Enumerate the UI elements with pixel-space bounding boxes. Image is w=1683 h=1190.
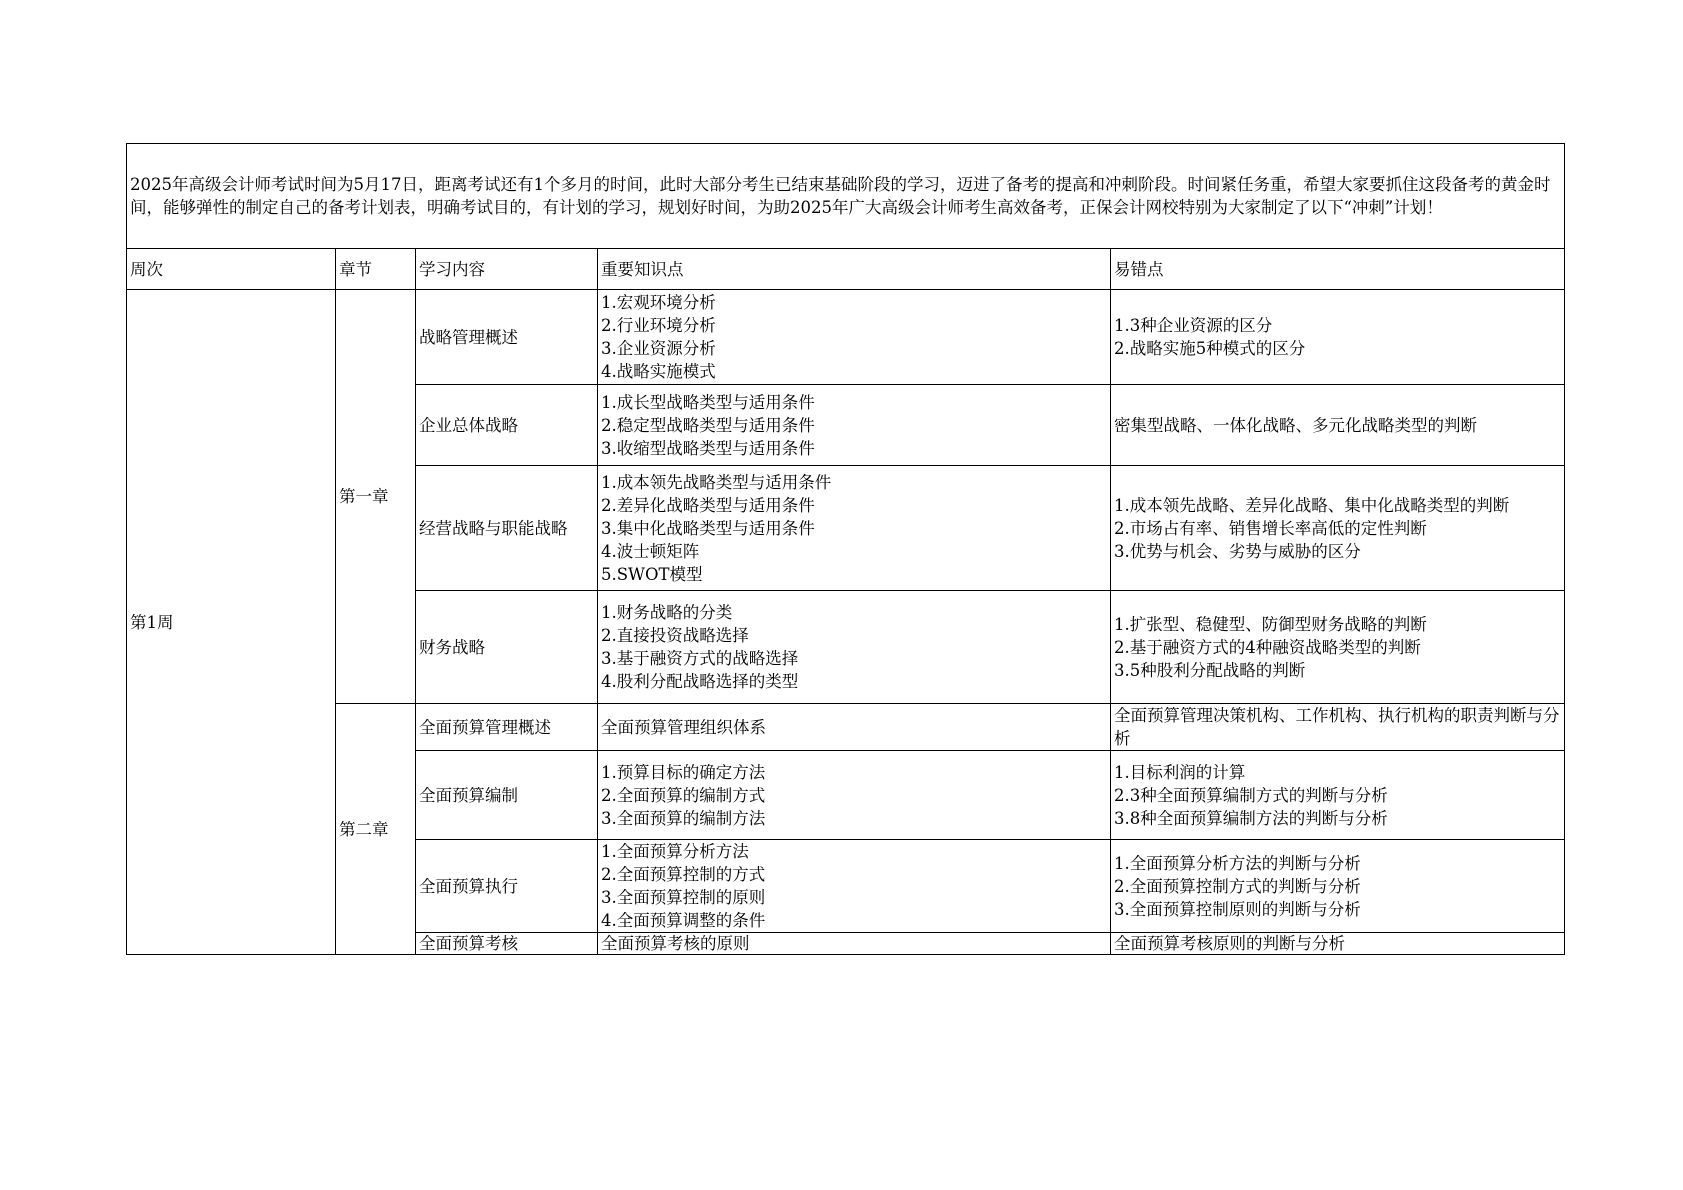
mistakes-cell — [1111, 591, 1565, 704]
key-point: 2.差异化战略类型与适用条件 — [601, 495, 815, 515]
key-point: 1.成长型战略类型与适用条件 — [601, 392, 815, 412]
key-points-cell — [598, 290, 1111, 385]
mistakes-cell — [1111, 840, 1565, 933]
mistake-point: 1.目标利润的计算 — [1114, 762, 1246, 782]
key-point: 1.宏观环境分析 — [601, 293, 716, 312]
chapter-cell-2: 第二章 — [336, 704, 416, 955]
key-point: 全面预算考核的原则 — [601, 934, 750, 953]
key-point: 1.全面预算分析方法 — [601, 842, 749, 861]
key-point: 3.企业资源分析 — [601, 339, 716, 358]
key-point: 4.股利分配战略选择的类型 — [601, 672, 799, 691]
key-points-cell — [598, 385, 1111, 466]
key-point: 1.成本领先战略类型与适用条件 — [601, 472, 832, 492]
key-points-cell — [598, 591, 1111, 704]
key-point: 4.战略实施模式 — [601, 362, 716, 381]
content-cell: 战略管理概述 — [416, 290, 598, 385]
content-cell: 财务战略 — [416, 591, 598, 704]
key-points-cell — [598, 704, 1111, 751]
mistake-point: 2.战略实施5种模式的区分 — [1114, 339, 1306, 358]
key-point: 2.全面预算控制的方式 — [601, 865, 766, 884]
content-cell: 全面预算执行 — [416, 840, 598, 933]
key-points-cell — [598, 933, 1111, 955]
key-point: 4.波士顿矩阵 — [601, 541, 700, 561]
intro-paragraph: 2025年高级会计师考试时间为5月17日，距离考试还有1个多月的时间，此时大部分考生已结束基础阶段的学习，迈进了备考的提高和冲刺阶段。时间紧任务重，希望大家要抓住这段备考的黄金时间，能够弹性的制定自己的备考计划表，明确考试目的，有计划的学习，规划好时间，为助2025年广大高级会计师考生高效备考，正保会计网校特别为大家制定了以下“冲刺”计划！ — [127, 144, 1565, 249]
mistake-point: 2.3种全面预算编制方式的判断与分析 — [1114, 785, 1388, 805]
mistakes-cell — [1111, 933, 1565, 955]
header-chapter: 章节 — [336, 249, 416, 290]
key-points-cell — [598, 466, 1111, 591]
key-points-cell — [598, 840, 1111, 933]
key-point: 3.集中化战略类型与适用条件 — [601, 518, 815, 538]
mistake-point: 全面预算管理决策机构、工作机构、执行机构的职责判断与分析 — [1114, 706, 1560, 748]
header-key-points: 重要知识点 — [598, 249, 1111, 290]
header-content: 学习内容 — [416, 249, 598, 290]
key-point: 2.直接投资战略选择 — [601, 626, 749, 645]
key-point: 5.SWOT模型 — [601, 564, 703, 584]
mistakes-cell — [1111, 466, 1565, 591]
key-point: 3.全面预算的编制方法 — [601, 808, 766, 828]
key-point: 2.行业环境分析 — [601, 316, 716, 335]
key-point: 1.财务战略的分类 — [601, 603, 733, 622]
content-cell: 全面预算管理概述 — [416, 704, 598, 751]
mistake-point: 2.全面预算控制方式的判断与分析 — [1114, 876, 1361, 896]
mistakes-cell — [1111, 290, 1565, 385]
key-point: 3.基于融资方式的战略选择 — [601, 649, 799, 668]
mistake-point: 3.5种股利分配战略的判断 — [1114, 660, 1306, 680]
week-cell: 第1周 — [127, 290, 336, 955]
key-point: 全面预算管理组织体系 — [601, 717, 766, 737]
mistake-point: 密集型战略、一体化战略、多元化战略类型的判断 — [1114, 415, 1477, 435]
key-point: 3.全面预算控制的原则 — [601, 888, 766, 907]
mistake-point: 1.3种企业资源的区分 — [1114, 316, 1273, 335]
mistake-point: 3.全面预算控制原则的判断与分析 — [1114, 899, 1361, 919]
key-points-cell — [598, 751, 1111, 840]
mistake-point: 1.扩张型、稳健型、防御型财务战略的判断 — [1114, 614, 1427, 634]
mistakes-cell — [1111, 751, 1565, 840]
content-cell: 经营战略与职能战略 — [416, 466, 598, 591]
mistake-point: 2.市场占有率、销售增长率高低的定性判断 — [1114, 518, 1427, 538]
mistakes-cell — [1111, 704, 1565, 751]
key-point: 3.收缩型战略类型与适用条件 — [601, 438, 815, 458]
mistake-point: 3.8种全面预算编制方法的判断与分析 — [1114, 808, 1388, 828]
study-plan-table — [126, 143, 1565, 955]
mistake-point: 1.成本领先战略、差异化战略、集中化战略类型的判断 — [1114, 495, 1510, 515]
content-cell: 全面预算编制 — [416, 751, 598, 840]
table-row — [127, 704, 1565, 751]
content-cell: 企业总体战略 — [416, 385, 598, 466]
content-cell: 全面预算考核 — [416, 933, 598, 955]
key-point: 2.稳定型战略类型与适用条件 — [601, 415, 815, 435]
study-plan-document — [126, 143, 1564, 955]
header-mistakes: 易错点 — [1111, 249, 1565, 290]
table-header-row — [127, 249, 1565, 290]
header-week: 周次 — [127, 249, 336, 290]
table-row — [127, 290, 1565, 385]
chapter-cell-1: 第一章 — [336, 290, 416, 704]
key-point: 4.全面预算调整的条件 — [601, 911, 766, 930]
key-point: 2.全面预算的编制方式 — [601, 785, 766, 805]
key-point: 1.预算目标的确定方法 — [601, 762, 766, 782]
mistake-point: 2.基于融资方式的4种融资战略类型的判断 — [1114, 637, 1421, 657]
mistake-point: 3.优势与机会、劣势与威胁的区分 — [1114, 541, 1361, 561]
mistake-point: 全面预算考核原则的判断与分析 — [1114, 934, 1345, 953]
mistakes-cell — [1111, 385, 1565, 466]
mistake-point: 1.全面预算分析方法的判断与分析 — [1114, 853, 1361, 873]
